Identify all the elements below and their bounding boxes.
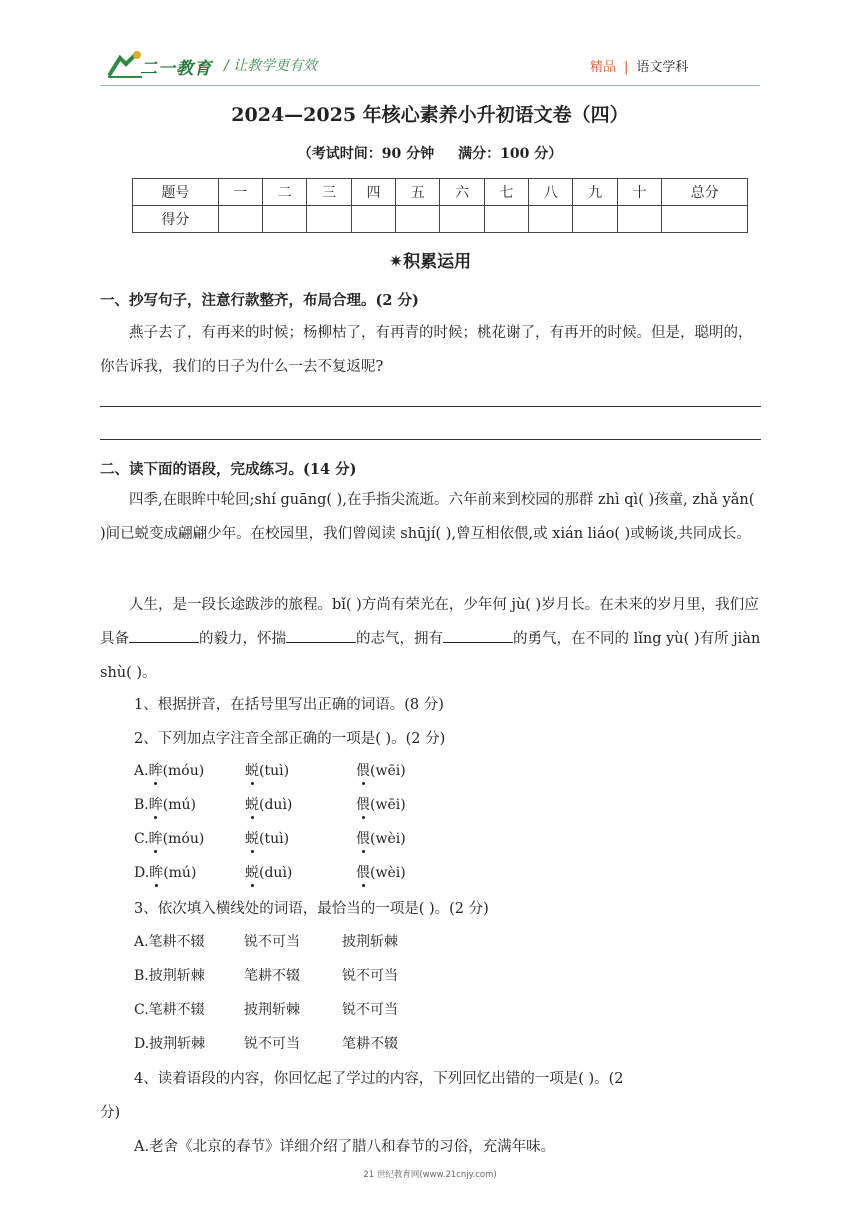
section-title: ✷积累运用 bbox=[388, 252, 472, 272]
pinyin: (mú) bbox=[163, 865, 197, 881]
table-cell: 三 bbox=[307, 179, 351, 206]
footer: 21 世纪教育网(www.21cnjy.com) bbox=[363, 1170, 497, 1180]
option-part-c bbox=[356, 760, 406, 780]
fill-blank[interactable] bbox=[286, 628, 356, 643]
option-part-c bbox=[356, 828, 406, 848]
header-divider bbox=[100, 85, 760, 86]
dotted-char: 眸 bbox=[149, 760, 163, 780]
dotted-char: 眸 bbox=[149, 828, 163, 848]
dotted-char: 偎 bbox=[356, 862, 370, 882]
passage-text: 的毅力，怀揣 bbox=[199, 631, 286, 647]
option-text: B.披荆斩棘 bbox=[134, 968, 205, 984]
option-part-b bbox=[245, 862, 356, 882]
option-part-b bbox=[245, 794, 356, 814]
table-row bbox=[133, 179, 748, 206]
table-cell: 十 bbox=[617, 179, 661, 206]
option-row[interactable] bbox=[134, 931, 398, 951]
divider: | bbox=[624, 60, 629, 75]
logo-text: 二一教育 bbox=[140, 59, 212, 79]
option-text: 披荆斩棘 bbox=[244, 1002, 300, 1018]
slogan: / 让教学更有效 bbox=[224, 58, 318, 74]
exam-info bbox=[0, 143, 860, 163]
pinyin: (wèi) bbox=[370, 865, 406, 881]
question-2-heading: 二、读下面的语段，完成练习。(14 分) bbox=[100, 461, 357, 478]
table-row bbox=[133, 206, 748, 233]
option-text: 披荆斩棘 bbox=[342, 934, 398, 950]
sub-question-1: 1、根据拼音，在括号里写出正确的词语。(8 分) bbox=[134, 697, 444, 713]
dotted-char: 偎 bbox=[356, 828, 370, 848]
option-row[interactable] bbox=[134, 1033, 398, 1053]
pinyin: (wèi) bbox=[370, 831, 406, 847]
option-label: A. bbox=[134, 763, 149, 779]
dotted-char: 偎 bbox=[356, 794, 370, 814]
option-part-b bbox=[245, 760, 356, 780]
table-cell: 四 bbox=[351, 179, 395, 206]
option-label: D. bbox=[134, 865, 150, 881]
option-row[interactable]: A.老舍《北京的春节》详细介绍了腊八和春节的习俗，充满年味。 bbox=[134, 1139, 556, 1155]
table-cell: 二 bbox=[263, 179, 307, 206]
table-cell: 七 bbox=[484, 179, 528, 206]
exam-time: （考试时间：90 分钟 bbox=[297, 146, 435, 162]
pinyin: (móu) bbox=[162, 763, 205, 779]
dotted-char: 偎 bbox=[356, 760, 370, 780]
sub-question-4: 4、读着语段的内容，你回忆起了学过的内容，下列回忆出错的一项是( )。(2 bbox=[134, 1071, 624, 1087]
header-right bbox=[590, 56, 688, 75]
sub-question-4-cont: 分) bbox=[100, 1105, 121, 1121]
option-text: 锐不可当 bbox=[342, 1002, 398, 1018]
score-input-cell[interactable] bbox=[617, 206, 661, 233]
pinyin: (mú) bbox=[162, 797, 196, 813]
passage-paragraph-2 bbox=[100, 588, 762, 690]
option-text: 笔耕不辍 bbox=[342, 1036, 398, 1052]
passage-text: 人生，是一段长途跋涉的旅程。bǐ( )方尚有荣光在，少年何 jù( )岁月长。在未来的岁月里，我们应具备 bbox=[100, 597, 759, 647]
fill-blank[interactable] bbox=[129, 628, 199, 643]
option-text: D.披荆斩棘 bbox=[134, 1036, 206, 1052]
option-row[interactable] bbox=[134, 760, 406, 780]
option-text: C.笔耕不辍 bbox=[134, 1002, 205, 1018]
writing-line[interactable] bbox=[100, 439, 761, 440]
option-text: 锐不可当 bbox=[244, 934, 300, 950]
fill-blank[interactable] bbox=[443, 628, 513, 643]
quality-label: 精品 bbox=[590, 60, 617, 75]
score-input-cell[interactable] bbox=[440, 206, 484, 233]
dotted-char: 蜕 bbox=[245, 828, 259, 848]
option-row[interactable] bbox=[134, 794, 406, 814]
table-cell: 题号 bbox=[133, 179, 219, 206]
dotted-char: 蜕 bbox=[245, 794, 259, 814]
option-row[interactable] bbox=[134, 965, 398, 985]
table-cell: 五 bbox=[396, 179, 440, 206]
pinyin: (móu) bbox=[162, 831, 205, 847]
table-cell: 一 bbox=[218, 179, 262, 206]
pinyin: (tuì) bbox=[259, 831, 290, 847]
score-input-cell[interactable] bbox=[263, 206, 307, 233]
pinyin: (tuì) bbox=[259, 763, 290, 779]
score-input-cell[interactable] bbox=[573, 206, 617, 233]
option-part-c bbox=[356, 862, 406, 882]
score-input-cell[interactable] bbox=[307, 206, 351, 233]
passage-text: 的勇气，在不同的 lǐng yù( )有所 jiàn shù( )。 bbox=[100, 631, 761, 681]
score-input-cell[interactable] bbox=[218, 206, 262, 233]
table-cell: 九 bbox=[573, 179, 617, 206]
question-1-text: 燕子去了，有再来的时候；杨柳枯了，有再青的时候；桃花谢了，有再开的时候。但是，聪明的，你告诉我，我们的日子为什么一去不复返呢? bbox=[100, 325, 753, 375]
dotted-char: 眸 bbox=[149, 794, 163, 814]
pinyin: (duì) bbox=[259, 865, 293, 881]
passage-paragraph-1: 四季,在眼眸中轮回;shí guāng( ),在手指尖流逝。六年前来到校园的那群 zhì qì( )孩童, zhǎ yǎn( )间已蜕变成翩翩少年。在校园里，我们曾阅读 shūjí( ),曾互相依偎,或 xián liáo( )或畅谈,共同成长。 bbox=[100, 492, 755, 542]
dotted-char: 蜕 bbox=[245, 760, 259, 780]
table-cell: 六 bbox=[440, 179, 484, 206]
score-input-cell[interactable] bbox=[529, 206, 573, 233]
option-part-b bbox=[245, 828, 356, 848]
option-row[interactable] bbox=[134, 828, 406, 848]
option-row[interactable] bbox=[134, 999, 398, 1019]
score-input-cell[interactable] bbox=[351, 206, 395, 233]
subject-label: 语文学科 bbox=[636, 60, 689, 75]
table-cell: 八 bbox=[529, 179, 573, 206]
option-part-a bbox=[134, 760, 245, 780]
full-score: 满分：100 分） bbox=[458, 146, 563, 162]
option-label: C. bbox=[134, 831, 149, 847]
score-input-cell[interactable] bbox=[484, 206, 528, 233]
dotted-char: 蜕 bbox=[245, 862, 259, 882]
sub-question-3: 3、依次填入横线处的词语，最恰当的一项是( )。(2 分) bbox=[134, 901, 489, 917]
option-text: 锐不可当 bbox=[342, 968, 398, 984]
option-part-a bbox=[134, 862, 245, 882]
passage-text: 的志气，拥有 bbox=[356, 631, 443, 647]
table-cell: 得分 bbox=[133, 206, 219, 233]
score-table bbox=[132, 178, 748, 233]
writing-line[interactable] bbox=[100, 406, 761, 407]
option-label: B. bbox=[134, 797, 149, 813]
option-row[interactable] bbox=[134, 862, 406, 882]
page-title: 2024—2025 年核心素养小升初语文卷（四） bbox=[231, 104, 629, 126]
option-text: A.笔耕不辍 bbox=[134, 934, 205, 950]
pinyin: (wēi) bbox=[370, 763, 406, 779]
table-cell: 总分 bbox=[662, 179, 748, 206]
score-input-cell[interactable] bbox=[662, 206, 748, 233]
sub-question-2: 2、下列加点字注音全部正确的一项是( )。(2 分) bbox=[134, 731, 446, 747]
option-part-a bbox=[134, 794, 245, 814]
pinyin: (wēi) bbox=[370, 797, 406, 813]
dotted-char: 眸 bbox=[149, 862, 163, 882]
option-part-a bbox=[134, 828, 245, 848]
score-input-cell[interactable] bbox=[396, 206, 440, 233]
option-text: 笔耕不辍 bbox=[244, 968, 300, 984]
pinyin: (duì) bbox=[259, 797, 293, 813]
option-part-c bbox=[356, 794, 406, 814]
option-text: 锐不可当 bbox=[244, 1036, 300, 1052]
question-1-heading: 一、抄写句子，注意行款整齐，布局合理。(2 分) bbox=[100, 292, 419, 309]
